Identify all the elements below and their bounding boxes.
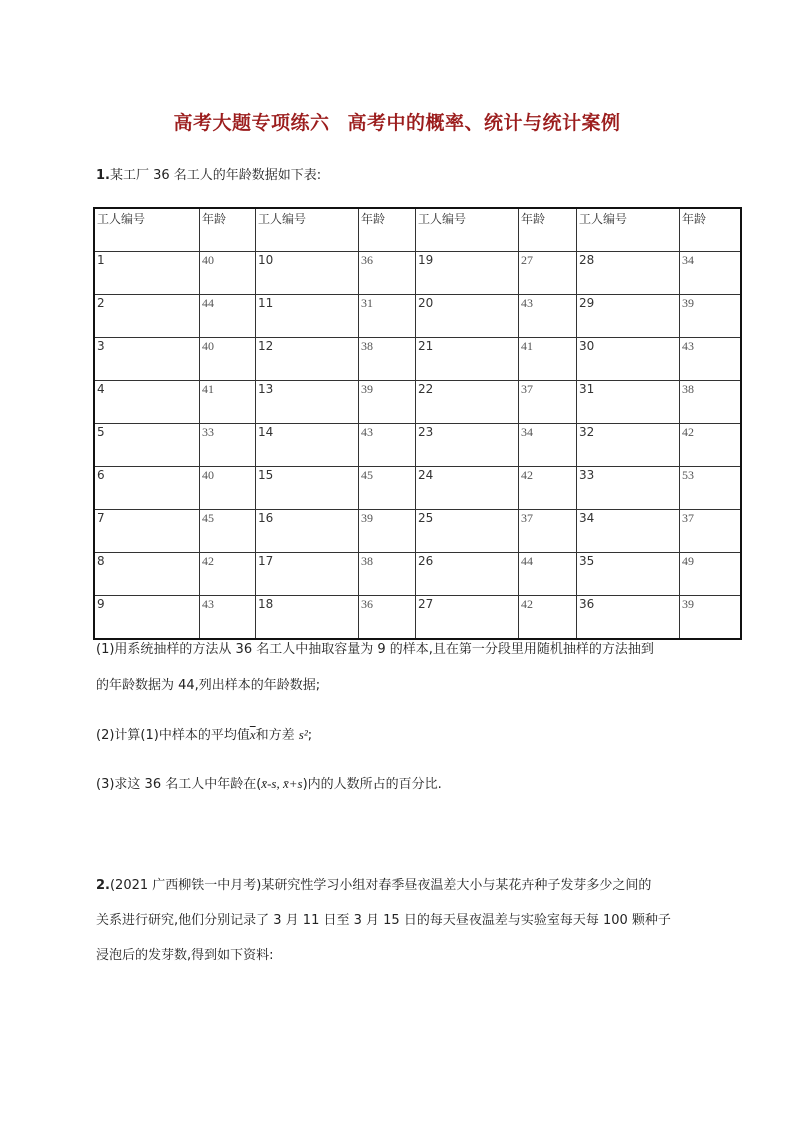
worker-id-cell: 25 (416, 510, 519, 553)
worker-id-cell: 27 (416, 596, 519, 640)
table-header-cell: 年龄 (680, 208, 742, 252)
age-cell: 45 (359, 467, 416, 510)
table-row (94, 553, 741, 596)
table-header-cell: 工人编号 (94, 208, 200, 252)
age-cell: 43 (200, 596, 256, 640)
q2-line3: 浸泡后的发芽数,得到如下资料: (96, 948, 274, 963)
q2-line1-text: (2021 广西柳铁一中月考)某研究性学习小组对春季昼夜温差大小与某花卉种子发芽多少之间的 (109, 878, 652, 893)
age-cell: 41 (200, 381, 256, 424)
worker-id-cell: 14 (256, 424, 359, 467)
age-cell: 42 (200, 553, 256, 596)
table-header-cell: 年龄 (519, 208, 577, 252)
worker-id-cell: 5 (94, 424, 200, 467)
q1-part2-xbar: $\overline{x}$ (249, 727, 256, 742)
q2-line2: 关系进行研究,他们分别记录了 3 月 11 日至 3 月 15 日的每天昼夜温差与实验室每天每 100 颗种子 (96, 913, 671, 928)
worker-id-cell: 23 (416, 424, 519, 467)
age-cell: 44 (519, 553, 577, 596)
worker-id-cell: 24 (416, 467, 519, 510)
q1-part2-a: (2)计算(1)中样本的平均值 (96, 728, 250, 743)
age-cell: 34 (680, 252, 742, 295)
table-header-cell: 年龄 (359, 208, 416, 252)
worker-id-cell: 13 (256, 381, 359, 424)
age-cell: 44 (200, 295, 256, 338)
table-header-cell: 年龄 (200, 208, 256, 252)
age-cell: 41 (519, 338, 577, 381)
age-cell: 38 (359, 338, 416, 381)
worker-id-cell: 31 (577, 381, 680, 424)
age-cell: 40 (200, 252, 256, 295)
worker-id-cell: 16 (256, 510, 359, 553)
age-cell: 39 (680, 295, 742, 338)
age-cell: 37 (519, 381, 577, 424)
worker-id-cell: 17 (256, 553, 359, 596)
table-row (94, 424, 741, 467)
title-part2: 高考中的概率、统计与统计案例 (347, 112, 621, 134)
age-cell: 53 (680, 467, 742, 510)
worker-id-cell: 36 (577, 596, 680, 640)
q1-part3-interval: x̄-s, x̄+s (261, 776, 303, 791)
age-cell: 36 (359, 596, 416, 640)
age-cell: 39 (680, 596, 742, 640)
age-cell: 43 (519, 295, 577, 338)
q1-part2-b: 和方差 (255, 728, 299, 743)
table-row (94, 381, 741, 424)
worker-id-cell: 29 (577, 295, 680, 338)
q1-part2 (96, 725, 706, 746)
q1-part3 (96, 774, 706, 795)
worker-id-cell: 6 (94, 467, 200, 510)
age-cell: 45 (200, 510, 256, 553)
q1-number: 1. (96, 168, 110, 183)
table-row (94, 338, 741, 381)
q1-intro-text: 某工厂 36 名工人的年龄数据如下表: (109, 168, 322, 183)
table-header-cell: 工人编号 (256, 208, 359, 252)
q1-part3-b: )内的人数所占的百分比. (302, 777, 442, 792)
age-cell: 42 (519, 467, 577, 510)
age-cell: 39 (359, 381, 416, 424)
age-cell: 49 (680, 553, 742, 596)
age-cell: 38 (680, 381, 742, 424)
table-header-cell: 工人编号 (416, 208, 519, 252)
age-table (93, 207, 742, 640)
worker-id-cell: 10 (256, 252, 359, 295)
age-cell: 36 (359, 252, 416, 295)
title-part1: 高考大题专项练六 (173, 112, 330, 134)
worker-id-cell: 3 (94, 338, 200, 381)
age-cell: 27 (519, 252, 577, 295)
table-row (94, 295, 741, 338)
q1-part3-a: (3)求这 36 名工人中年龄在( (96, 777, 262, 792)
age-cell: 42 (519, 596, 577, 640)
worker-id-cell: 18 (256, 596, 359, 640)
table-row (94, 252, 741, 295)
worker-id-cell: 15 (256, 467, 359, 510)
age-cell: 37 (680, 510, 742, 553)
worker-id-cell: 4 (94, 381, 200, 424)
q1-part1-line1: (1)用系统抽样的方法从 36 名工人中抽取容量为 9 的样本,且在第一分段里用随机抽样的方法抽到 (96, 642, 654, 657)
age-cell: 40 (200, 467, 256, 510)
worker-id-cell: 34 (577, 510, 680, 553)
worker-id-cell: 22 (416, 381, 519, 424)
worker-id-cell: 11 (256, 295, 359, 338)
worker-id-cell: 35 (577, 553, 680, 596)
table-header-row (94, 208, 741, 252)
q2-line1 (96, 876, 706, 896)
worker-id-cell: 21 (416, 338, 519, 381)
table-header-cell: 工人编号 (577, 208, 680, 252)
worker-id-cell: 19 (416, 252, 519, 295)
age-cell: 38 (359, 553, 416, 596)
q2-number: 2. (96, 878, 110, 893)
age-cell: 37 (519, 510, 577, 553)
worker-id-cell: 20 (416, 295, 519, 338)
worker-id-cell: 12 (256, 338, 359, 381)
q1-part2-s2: s² (298, 727, 308, 742)
worker-id-cell: 7 (94, 510, 200, 553)
age-cell: 42 (680, 424, 742, 467)
worker-id-cell: 30 (577, 338, 680, 381)
worker-id-cell: 28 (577, 252, 680, 295)
age-cell: 43 (680, 338, 742, 381)
table-row (94, 596, 741, 640)
q1-part2-c: ; (307, 728, 313, 743)
worker-id-cell: 33 (577, 467, 680, 510)
worker-id-cell: 2 (94, 295, 200, 338)
worker-id-cell: 9 (94, 596, 200, 640)
worker-id-cell: 32 (577, 424, 680, 467)
q1-intro (96, 166, 706, 186)
age-cell: 40 (200, 338, 256, 381)
age-cell: 34 (519, 424, 577, 467)
q1-part1-line2: 的年龄数据为 44,列出样本的年龄数据; (96, 678, 321, 693)
age-cell: 43 (359, 424, 416, 467)
table-row (94, 467, 741, 510)
worker-id-cell: 8 (94, 553, 200, 596)
age-cell: 33 (200, 424, 256, 467)
table-row (94, 510, 741, 553)
age-cell: 31 (359, 295, 416, 338)
page-title (0, 108, 794, 135)
age-cell: 39 (359, 510, 416, 553)
worker-id-cell: 1 (94, 252, 200, 295)
worker-id-cell: 26 (416, 553, 519, 596)
